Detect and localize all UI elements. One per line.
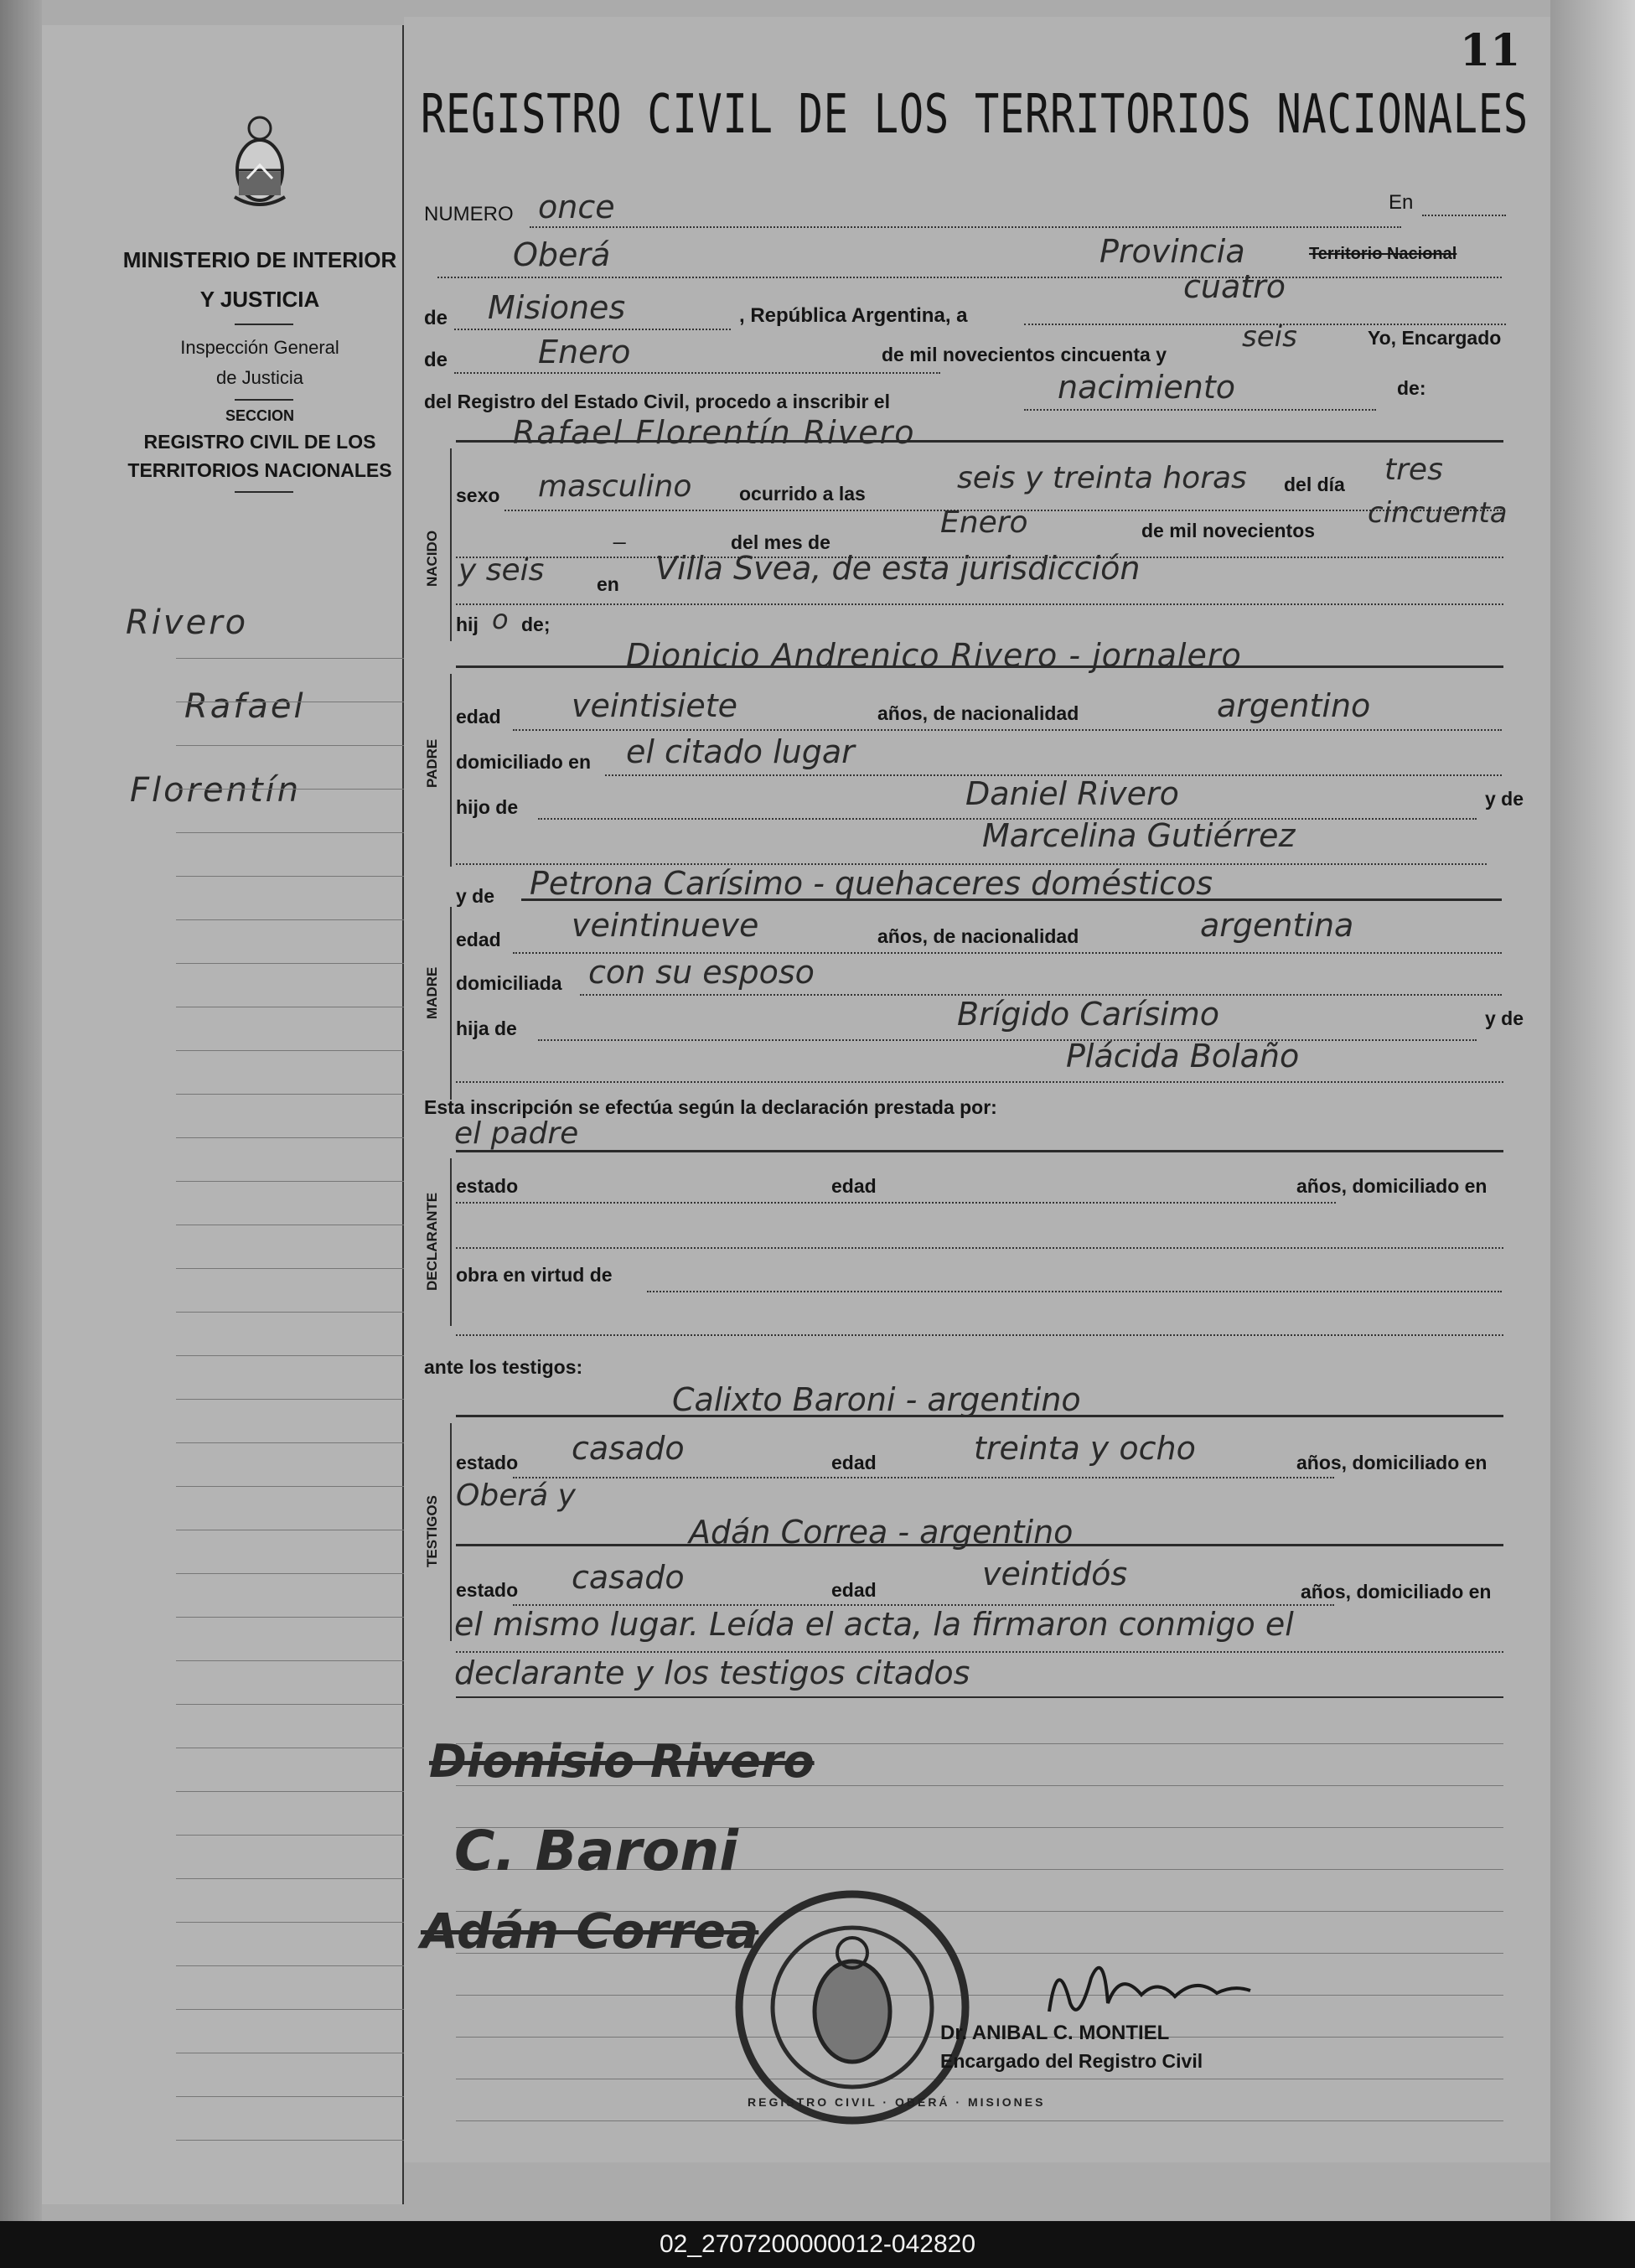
label-del-mes: del mes de: [731, 531, 830, 553]
entry-padre-nombre: Dionicio Andrenico Rivero - jornalero: [626, 637, 1242, 674]
label-anos-dom-t2: años, domiciliado en: [1301, 1581, 1492, 1603]
page-title: REGISTRO CIVIL DE LOS TERRITORIOS NACIONALES: [421, 84, 1529, 146]
label-hijo-de: hijo de: [456, 796, 519, 818]
label-numero: NUMERO: [424, 203, 514, 225]
entry-declarante: el padre: [454, 1116, 579, 1151]
ruled-line: [176, 2009, 427, 2010]
entry-hora: seis y treinta horas: [957, 461, 1247, 495]
field-line: [454, 372, 940, 374]
ruled-line: [176, 745, 427, 746]
nacido-bracket: [450, 448, 452, 641]
entry-testigo2-edad: veintidós: [982, 1556, 1128, 1592]
entry-testigo1-dom: Oberá y: [456, 1478, 576, 1513]
entry-madre-nombre: Petrona Carísimo - quehaceres domésticos: [530, 865, 1213, 902]
declarante-bracket: [450, 1158, 452, 1326]
label-anos-nac-madre: años, de nacionalidad: [877, 925, 1079, 947]
entry-numero: once: [538, 189, 615, 225]
entry-madre-edad: veintinueve: [572, 907, 759, 944]
field-line: [456, 1334, 1503, 1336]
label-sexo: sexo: [456, 484, 500, 506]
signature-testigo2: Adán Correa: [421, 1903, 759, 1960]
ruled-line: [176, 919, 427, 920]
image-caption: 02_2707200000012-042820: [0, 2221, 1635, 2268]
ruled-line: [176, 2140, 427, 2141]
testigos-bracket: [450, 1423, 452, 1641]
officer-name: Dr. ANIBAL C. MONTIEL: [940, 2022, 1170, 2044]
entry-abuelo: Daniel Rivero: [965, 775, 1179, 812]
ruled-line: [176, 1791, 427, 1792]
ruled-line: [176, 1486, 427, 1487]
label-estado-t2: estado: [456, 1579, 519, 1601]
label-y-de-madre: y de: [456, 885, 495, 907]
ruled-line: [176, 1050, 427, 1051]
label-de: de: [424, 349, 448, 371]
ruled-line: [176, 1137, 427, 1138]
entry-testigo2: Adán Correa - argentino: [689, 1514, 1074, 1551]
field-line: [513, 1477, 1334, 1478]
registry-line1: REGISTRO CIVIL DE LOS: [143, 431, 376, 453]
field-line: [456, 1651, 1503, 1653]
field-line: [513, 729, 1502, 731]
label-edad-madre: edad: [456, 929, 501, 950]
label-de-semicolon: de;: [521, 614, 551, 635]
label-estado: estado: [456, 1175, 519, 1197]
label-yo-encargado: Yo, Encargado: [1368, 327, 1502, 349]
entry-city: Oberá: [513, 236, 611, 273]
entry-cierre2: declarante y los testigos citados: [454, 1654, 970, 1691]
ruled-line: [176, 1312, 427, 1313]
official-signature-icon: [1041, 1944, 1259, 2028]
field-line: [456, 603, 1503, 605]
label-hija-de: hija de: [456, 1017, 517, 1039]
inspection-line1: Inspección General: [180, 337, 339, 358]
ruled-line: [176, 1573, 427, 1574]
padre-bracket: [450, 674, 452, 867]
label-y-de: y de: [1485, 788, 1524, 810]
entry-lugar-nac: Villa Svea, de esta jurisdicción: [655, 550, 1141, 587]
ruled-line: [176, 1878, 427, 1879]
section-rule: [456, 440, 1503, 443]
coat-of-arms-icon: [230, 113, 289, 214]
field-line: [454, 329, 731, 330]
ruled-line: [176, 1835, 427, 1836]
entry-anio-nac2: y seis: [458, 553, 545, 588]
divider: [235, 324, 293, 325]
field-line: [456, 1247, 1503, 1249]
entry-anio-nac1: cincuenta: [1368, 496, 1508, 530]
label-en-lugar: en: [597, 573, 619, 595]
entry-dia-nac: tres: [1384, 453, 1443, 487]
label-del-registro: del Registro del Estado Civil, procedo a inscribir el: [424, 391, 890, 412]
entry-abuela-m: Plácida Bolaño: [1066, 1038, 1300, 1074]
entry-abuelo-m: Brígido Carísimo: [957, 996, 1219, 1033]
section-label: SECCION: [225, 407, 294, 424]
entry-nombre: Rafael Florentín Rivero: [513, 414, 916, 451]
entry-dia: cuatro: [1183, 268, 1286, 305]
stamp-text: REGISTRO CIVIL · OBERÁ · MISIONES: [748, 2095, 1046, 2109]
page-number: 11: [1460, 25, 1521, 76]
ruled-line: [176, 2096, 427, 2097]
field-line: [456, 1081, 1503, 1083]
ministry-line2: Y JUSTICIA: [199, 287, 320, 312]
entry-testigo1-estado: casado: [572, 1430, 685, 1467]
entry-padre-dom: el citado lugar: [626, 733, 855, 770]
label-de: de: [424, 307, 448, 329]
label-ocurrido: ocurrido a las: [739, 483, 866, 505]
label-madre: MADRE: [424, 966, 440, 1019]
entry-madre-nac: argentina: [1200, 907, 1354, 944]
entry-provincia-name: Misiones: [488, 289, 626, 326]
ruled-line: [176, 1617, 427, 1618]
ruled-line: [176, 1399, 427, 1400]
ruled-line: [176, 1442, 427, 1443]
field-line: [456, 1202, 1336, 1204]
signature-declarante: Dionisio Rivero: [429, 1735, 815, 1788]
binding-gutter: [0, 0, 42, 2221]
dash-placeholder: _: [613, 520, 626, 545]
entry-padre-edad: veintisiete: [572, 687, 737, 724]
ruled-line: [176, 963, 427, 964]
label-declarante: DECLARANTE: [424, 1192, 440, 1291]
label-domiciliada: domiciliada: [456, 972, 562, 994]
entry-acto: nacimiento: [1058, 369, 1236, 406]
ruled-line: [176, 832, 427, 833]
field-line: [530, 226, 1401, 228]
label-obra: obra en virtud de: [456, 1264, 613, 1286]
inspection-line2: de Justicia: [216, 367, 303, 388]
label-de-mil: de mil novecientos: [1141, 520, 1316, 541]
entry-abuela: Marcelina Gutiérrez: [982, 817, 1296, 854]
ruled-line: [176, 658, 427, 659]
label-edad: edad: [456, 706, 501, 728]
label-edad-t2: edad: [831, 1579, 877, 1601]
ruled-line: [176, 1181, 427, 1182]
margin-name2: Florentín: [130, 771, 302, 810]
label-en: En: [1389, 191, 1414, 214]
margin-column: [42, 25, 404, 2204]
ruled-line: [176, 1094, 427, 1095]
label-hij: hij: [456, 614, 479, 635]
officer-role: Encargado del Registro Civil: [940, 2050, 1203, 2072]
entry-hij: o: [492, 603, 509, 635]
label-edad-t1: edad: [831, 1452, 877, 1473]
ruled-line: [176, 1355, 427, 1356]
label-domiciliado: domiciliado en: [456, 751, 592, 773]
label-anos-dom: años, domiciliado en: [1296, 1175, 1488, 1197]
label-edad-decl: edad: [831, 1175, 877, 1197]
label-mil-novecientos: de mil novecientos cincuenta y: [882, 344, 1167, 365]
entry-testigo1: Calixto Baroni - argentino: [672, 1381, 1081, 1418]
entry-testigo2-estado: casado: [572, 1559, 685, 1596]
field-line: [1422, 215, 1506, 216]
field-line: [538, 1039, 1477, 1041]
ruled-line: [176, 1268, 427, 1269]
signature-testigo1: C. Baroni: [454, 1819, 738, 1883]
entry-mes-nac: Enero: [940, 505, 1028, 540]
section-rule: [456, 1696, 1503, 1698]
margin-name1: Rafael: [184, 687, 306, 726]
madre-bracket: [450, 907, 452, 1100]
ruled-line: [176, 1660, 427, 1661]
entry-testigo1-edad: treinta y ocho: [974, 1430, 1196, 1467]
label-estado-t1: estado: [456, 1452, 519, 1473]
entry-cierre1: el mismo lugar. Leída el acta, la firmaron conmigo el: [454, 1606, 1294, 1643]
ruled-line: [176, 1965, 427, 1966]
label-y-de-m: y de: [1485, 1007, 1524, 1029]
section-rule: [456, 1544, 1503, 1546]
label-ante: ante los testigos:: [424, 1356, 583, 1378]
field-line: [437, 277, 1502, 278]
section-rule: [456, 1150, 1503, 1152]
margin-surname: Rivero: [126, 603, 249, 642]
ruled-line: [456, 2120, 1503, 2121]
entry-padre-nac: argentino: [1217, 687, 1371, 724]
official-stamp-icon: [731, 1886, 974, 2129]
ruled-line: [176, 789, 427, 790]
entry-madre-dom: con su esposo: [588, 954, 815, 991]
ruled-line: [176, 876, 427, 877]
ruled-line: [176, 1704, 427, 1705]
ruled-line: [456, 1995, 1503, 1996]
divider: [235, 399, 293, 401]
ruled-line: [176, 1922, 427, 1923]
registry-line2: TERRITORIOS NACIONALES: [127, 459, 392, 481]
entry-provincia: Provincia: [1099, 233, 1245, 270]
label-republica: , República Argentina, a: [739, 304, 968, 327]
label-anos-nac: años, de nacionalidad: [877, 702, 1079, 724]
entry-mes: Enero: [538, 334, 631, 370]
page-edge: [1550, 0, 1635, 2221]
field-line: [647, 1291, 1502, 1292]
entry-sexo: masculino: [538, 469, 692, 504]
entry-anio: seis: [1242, 320, 1297, 354]
label-nacido: NACIDO: [424, 530, 440, 587]
label-declaracion: Esta inscripción se efectúa según la declaración prestada por:: [424, 1096, 997, 1118]
label-testigos: TESTIGOS: [424, 1495, 440, 1567]
field-line: [1024, 409, 1376, 411]
section-rule: [456, 1415, 1503, 1417]
label-del-dia: del día: [1284, 474, 1345, 495]
label-anos-dom-t1: años, domiciliado en: [1296, 1452, 1488, 1473]
divider: [235, 491, 293, 493]
label-padre: PADRE: [424, 738, 440, 788]
section-rule: [456, 665, 1503, 668]
ministry-line1: MINISTERIO DE INTERIOR: [122, 247, 397, 272]
section-rule: [521, 898, 1502, 901]
label-de-colon: de:: [1397, 377, 1426, 399]
label-territorio: Territorio Nacional: [1309, 245, 1457, 263]
form-area: [404, 17, 1552, 2162]
